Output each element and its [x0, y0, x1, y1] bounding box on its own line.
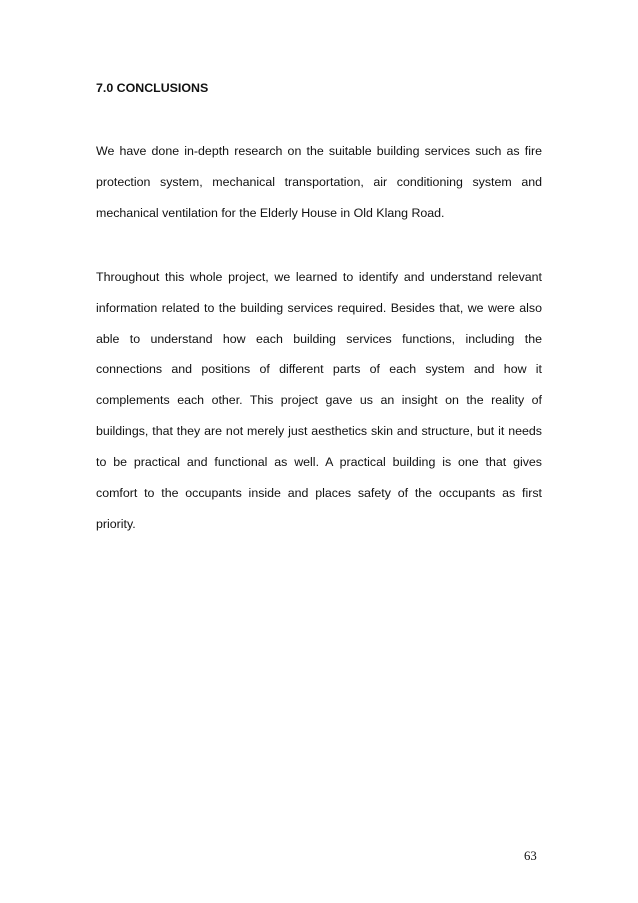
- page-number: 63: [524, 849, 537, 863]
- conclusion-paragraph-1: We have done in-depth research on the suitable building services such as fire protection system, mechanical transportation, air conditioning system and mechanical ventilation for the Elderly House in Old Klang Road.: [96, 144, 542, 220]
- page-content: [96, 80, 542, 540]
- section-heading: 7.0 CONCLUSIONS: [96, 81, 209, 95]
- conclusion-paragraph-2: Throughout this whole project, we learned to identify and understand relevant information related to the building services required. Besides that, we were also able to understand how each building services functions, including the connections and positions of different parts of each system and how it complements each other. This project gave us an insight on the reality of buildings, that they are not merely just aesthetics skin and structure, but it needs to be practical and functional as well. A practical building is one that gives comfort to the occupants inside and places safety of the occupants as first priority.: [96, 269, 542, 531]
